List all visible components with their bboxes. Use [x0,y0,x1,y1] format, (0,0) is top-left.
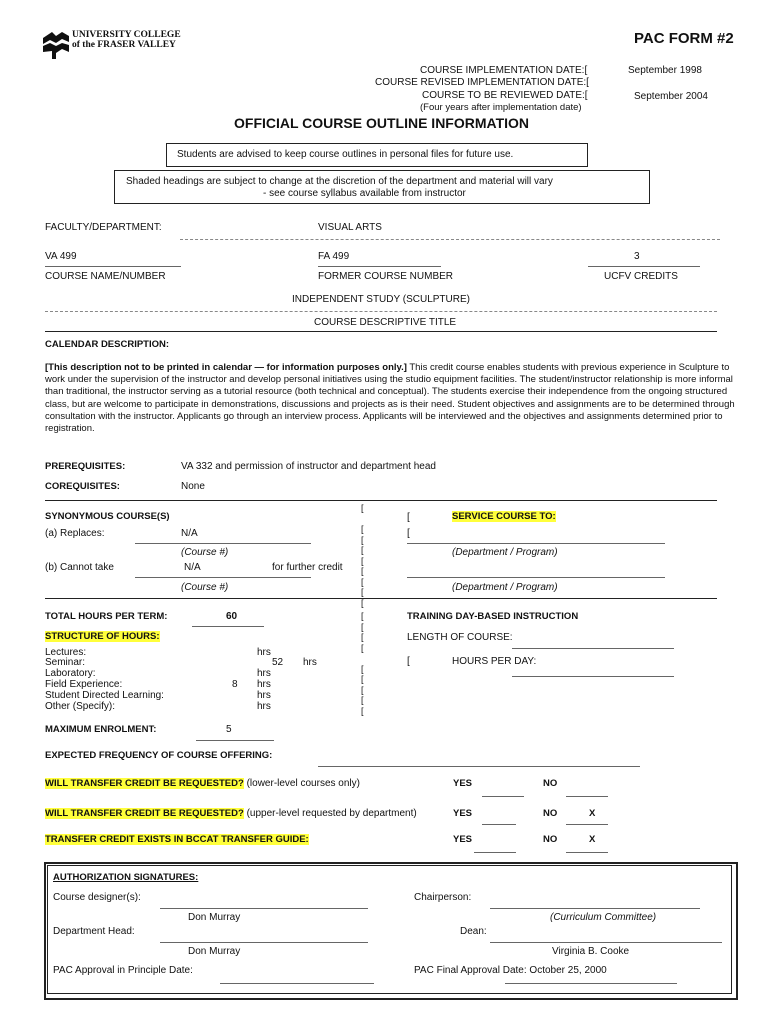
authorization-label: AUTHORIZATION SIGNATURES: [53,872,199,883]
structure-label: STRUCTURE OF HOURS: [45,631,160,642]
hours-row-label: Field Experience: [45,679,123,690]
credits-label: UCFV CREDITS [604,271,678,282]
pac-approval-label: PAC Approval in Principle Date: [53,965,193,976]
replaces-label: (a) Replaces: [45,528,105,539]
max-enrolment-label: MAXIMUM ENROLMENT: [45,724,157,735]
course-title-label: COURSE DESCRIPTIVE TITLE [314,317,457,328]
hours-row-unit: hrs [257,679,271,690]
hours-row-label: Lectures: [45,647,87,658]
dean-name: Virginia B. Cooke [552,946,630,957]
further-credit: for further credit [272,562,343,573]
course-hash-2: (Course #) [181,582,229,593]
logo-line-2: of the FRASER VALLEY [72,40,176,50]
prereq-label: PREREQUISITES: [45,461,126,472]
department-1: (Department / Program) [452,547,558,558]
length-label: LENGTH OF COURSE: [407,632,513,643]
training-label: TRAINING DAY-BASED INSTRUCTION [407,611,579,622]
q1-yes: YES [453,778,473,789]
form-id: PAC FORM #2 [634,30,734,47]
frequency-label: EXPECTED FREQUENCY OF COURSE OFFERING: [45,750,273,761]
transfer-q1-note: (lower-level courses only) [246,778,360,789]
hours-row-label: Student Directed Learning: [45,690,164,701]
calendar-label: CALENDAR DESCRIPTION: [45,339,170,350]
cannot-take-label: (b) Cannot take [45,562,114,573]
hours-row-label: Laboratory: [45,668,96,679]
per-day-label: HOURS PER DAY: [452,656,537,667]
notice-1: Students are advised to keep course outlines in personal files for future use. [177,149,514,160]
transfer-q1 [45,778,360,789]
revised-label: COURSE REVISED IMPLEMENTATION DATE:[ [375,77,589,88]
q2-no: NO [543,808,558,819]
implementation-label: COURSE IMPLEMENTATION DATE:[ [420,65,588,76]
implementation-date: September 1998 [628,65,702,76]
transfer-q2-text: WILL TRANSFER CREDIT BE REQUESTED? [45,808,244,819]
notice-2-line-2: - see course syllabus available from instructor [263,188,466,199]
prereq-value: VA 332 and permission of instructor and department head [181,461,436,472]
hours-row-value: 52 [272,657,284,668]
coreq-value: None [181,481,205,492]
review-note: (Four years after implementation date) [420,102,582,113]
faculty-label: FACULTY/DEPARTMENT: [45,222,162,233]
hours-row-unit: hrs [257,668,271,679]
q3-mark: X [589,834,596,845]
former-course-label: FORMER COURSE NUMBER [318,271,454,282]
course-number: VA 499 [45,251,77,262]
review-date: September 2004 [634,91,708,102]
transfer-q1-text: WILL TRANSFER CREDIT BE REQUESTED? [45,778,244,789]
hours-row-unit: hrs [257,701,271,712]
calendar-description [45,362,735,435]
q2-yes: YES [453,808,473,819]
transfer-q2 [45,808,417,819]
notice-2-line-1: Shaded headings are subject to change at the discretion of the department and material will vary [126,176,553,187]
transfer-q2-note: (upper-level requested by department) [246,808,417,819]
chair-note: (Curriculum Committee) [550,912,657,923]
q1-no: NO [543,778,558,789]
course-hash-1: (Course #) [181,547,229,558]
hours-row-label: Seminar: [45,657,86,668]
review-label: COURSE TO BE REVIEWED DATE:[ [422,90,588,101]
notice-box-1 [166,143,588,167]
notice-box-2 [114,170,650,204]
former-course-number: FA 499 [318,251,350,262]
hours-row-unit: hrs [257,647,271,658]
coreq-label: COREQUISITES: [45,481,120,492]
calendar-note: [This description not to be printed in calendar — for information purposes only.] [45,362,407,373]
q3-no: NO [543,834,558,845]
hours-row-value: 8 [232,679,238,690]
replaces-value: N/A [181,528,198,539]
transfer-q3: TRANSFER CREDIT EXISTS IN BCCAT TRANSFER GUIDE: [45,834,309,845]
course-number-label: COURSE NAME/NUMBER [45,271,166,282]
q3-yes: YES [453,834,473,845]
department-2: (Department / Program) [452,582,558,593]
total-hours-value: 60 [226,611,238,622]
ucfv-credits: 3 [634,251,640,262]
hours-row-unit: hrs [303,657,317,668]
designer-label: Course designer(s): [53,892,141,903]
course-title: INDEPENDENT STUDY (SCULPTURE) [292,294,470,305]
pac-final-approval: PAC Final Approval Date: October 25, 2000 [414,965,607,976]
department-head-label: Department Head: [53,926,135,937]
synonymous-label: SYNONYMOUS COURSE(S) [45,511,170,522]
total-hours-label: TOTAL HOURS PER TERM: [45,611,168,622]
cannot-take-value: N/A [184,562,201,573]
faculty-value: VISUAL ARTS [318,222,382,233]
university-logo [42,30,182,60]
designer-name: Don Murray [188,912,241,923]
dean-label: Dean: [460,926,487,937]
ufv-logo-icon [42,30,70,60]
chair-label: Chairperson: [414,892,472,903]
service-course-label: SERVICE COURSE TO: [452,511,556,522]
department-head-name: Don Murray [188,946,241,957]
hours-row-label: Other (Specify): [45,701,116,712]
max-enrolment-value: 5 [226,724,232,735]
calendar-text: This credit course enables students with previous experience in Sculpture to work under the supervision of the instructor and develop personal initiatives using the studio equipment facilities. The student/instructor relationship is more informal than traditional, the instructor serving as a tutorial resource (both technical and conceptual). The students exercise their independence from the ongoing structured class, but are welcome to participate in demonstrations, discussions and projects as is their need. Student objectives and assignments are to be determined through consultation with the instructor. Applicants go through an interview process. Applicants will be interviewed and the objectives and assignments determined prior to registration. [45,362,735,435]
page-title: OFFICIAL COURSE OUTLINE INFORMATION [234,115,530,131]
q2-mark: X [589,808,596,819]
logo-line-1: UNIVERSITY COLLEGE [72,30,181,40]
hours-row-unit: hrs [257,690,271,701]
